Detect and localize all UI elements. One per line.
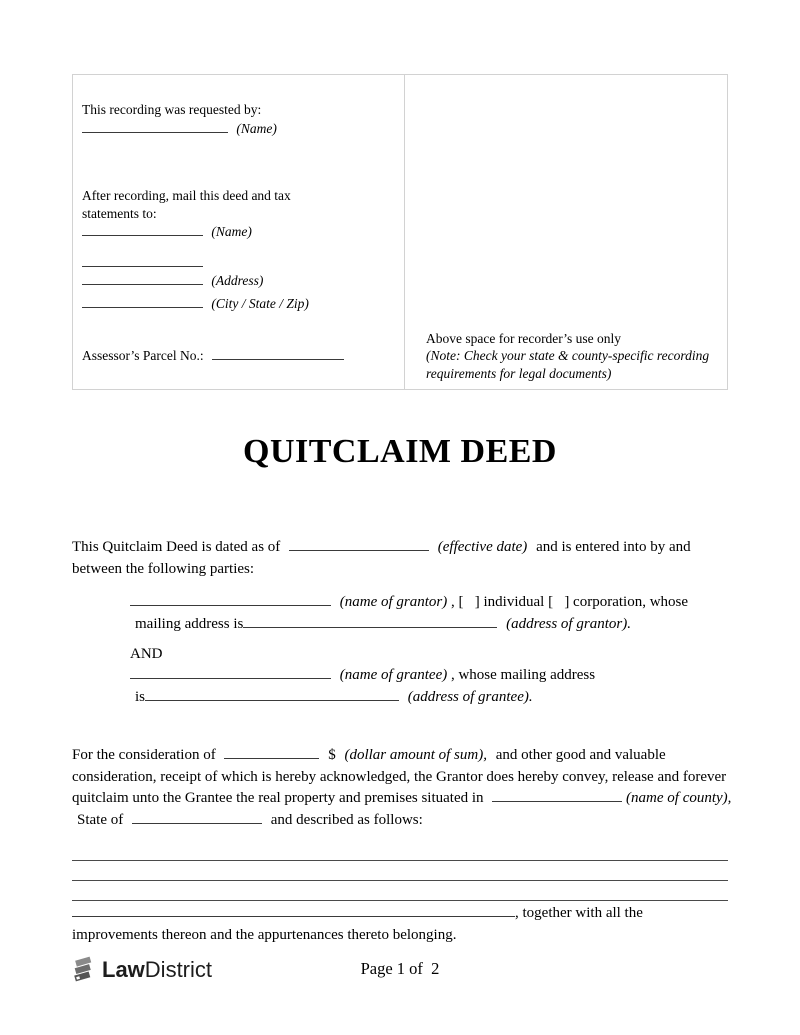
document-title: QUITCLAIM DEED <box>243 433 557 470</box>
grantee-address-line <box>135 689 403 705</box>
brand-name-bold: Law <box>102 956 145 982</box>
parcel-number-blank <box>212 346 344 360</box>
address-hint: (Address) <box>211 273 264 288</box>
mail-city-line <box>82 294 394 313</box>
grantee-name-blank <box>130 665 331 679</box>
together-suffix: , together with all the <box>515 905 643 921</box>
state-prefix: State of <box>77 811 124 828</box>
intro-paragraph <box>72 537 732 580</box>
grantee-address-blank <box>145 687 399 701</box>
and-conjunction: AND <box>130 646 163 662</box>
grantor-mailing-prefix: mailing address is <box>135 615 244 632</box>
effective-date-hint: (effective date) <box>437 539 528 555</box>
mail-name-line <box>82 222 394 241</box>
parcel-label: Assessor’s Parcel No.: <box>82 348 204 363</box>
recorder-use-column <box>406 75 727 389</box>
county-blank <box>492 788 622 802</box>
grantor-entity-options: , [ ] individual [ ] corporation, whose <box>451 594 689 610</box>
city-state-zip-hint: (City / State / Zip) <box>211 295 309 311</box>
mail-name-blank <box>82 222 203 236</box>
consideration-paragraph <box>72 745 732 831</box>
description-blank-line-4 <box>72 901 515 917</box>
mail-address-line2 <box>82 271 394 290</box>
description-blank-line-3 <box>72 881 728 901</box>
recorder-note <box>426 330 724 383</box>
grantee-mailing-text: , whose mailing address <box>450 667 596 683</box>
intro-text-before-blank: This Quitclaim Deed is dated as of <box>72 539 281 555</box>
intro-text-after-blank: and is entered into by and between the following parties: <box>72 539 691 577</box>
mail-to-label-line1: After recording, mail this deed and tax <box>82 188 291 203</box>
description-blank-line-2 <box>72 861 728 881</box>
improvements-text: improvements thereon and the appurtenances thereto belonging. <box>72 927 457 943</box>
grantor-address-line <box>135 616 501 632</box>
name-hint: (Name) <box>211 224 252 239</box>
mail-address-blank1 <box>82 253 203 267</box>
consideration-prefix: For the consideration of <box>72 747 216 763</box>
dollar-sign: $ <box>328 747 336 763</box>
grantor-address-blank <box>243 614 497 628</box>
page-number: Page 1 of 2 <box>360 959 440 978</box>
grantee-name-hint: (name of grantee) <box>339 667 448 683</box>
effective-date-blank <box>289 537 429 551</box>
mail-address-line1 <box>82 253 394 272</box>
consideration-body: and other good and valuable consideration, receipt of which is hereby acknowledged, the Grantor does hereby convey, release and forever quitclaim unto the Grantee the real property and premises situated in <box>72 747 727 806</box>
grantee-paragraph <box>130 665 726 708</box>
requested-by-label: This recording was requested by: <box>82 102 262 117</box>
property-description-area <box>72 841 728 946</box>
county-hint: (name of county), <box>626 790 732 806</box>
recorder-note-body: (Note: Check your state & county-specific recording requirements for legal documents) <box>426 348 710 381</box>
state-blank <box>132 810 262 824</box>
name-hint: (Name) <box>236 120 277 136</box>
requested-by-line <box>82 119 394 138</box>
grantee-is-prefix: is <box>135 688 146 705</box>
description-blank-line-1 <box>72 841 728 861</box>
mail-city-blank <box>82 294 203 308</box>
grantor-address-hint: (address of grantor). <box>506 615 631 632</box>
grantor-paragraph <box>130 592 726 635</box>
recording-request-column <box>73 75 405 389</box>
dollar-amount-blank <box>224 745 319 759</box>
described-suffix: and described as follows: <box>270 811 423 828</box>
recorder-info-box <box>72 74 728 390</box>
recorder-note-title: Above space for recorder’s use only <box>426 330 622 346</box>
mail-to-label-line2: statements to: <box>82 205 157 221</box>
requested-by-name-blank <box>82 119 228 133</box>
grantee-address-hint: (address of grantee). <box>407 688 533 705</box>
dollar-amount-hint: (dollar amount of sum), <box>344 747 487 763</box>
grantor-name-blank <box>130 592 331 606</box>
grantor-name-hint: (name of grantor) <box>339 594 448 610</box>
description-partial-line <box>72 901 728 922</box>
mail-address-blank2 <box>82 271 203 285</box>
brand-name-regular: District <box>144 956 213 982</box>
parcel-line <box>82 346 394 365</box>
